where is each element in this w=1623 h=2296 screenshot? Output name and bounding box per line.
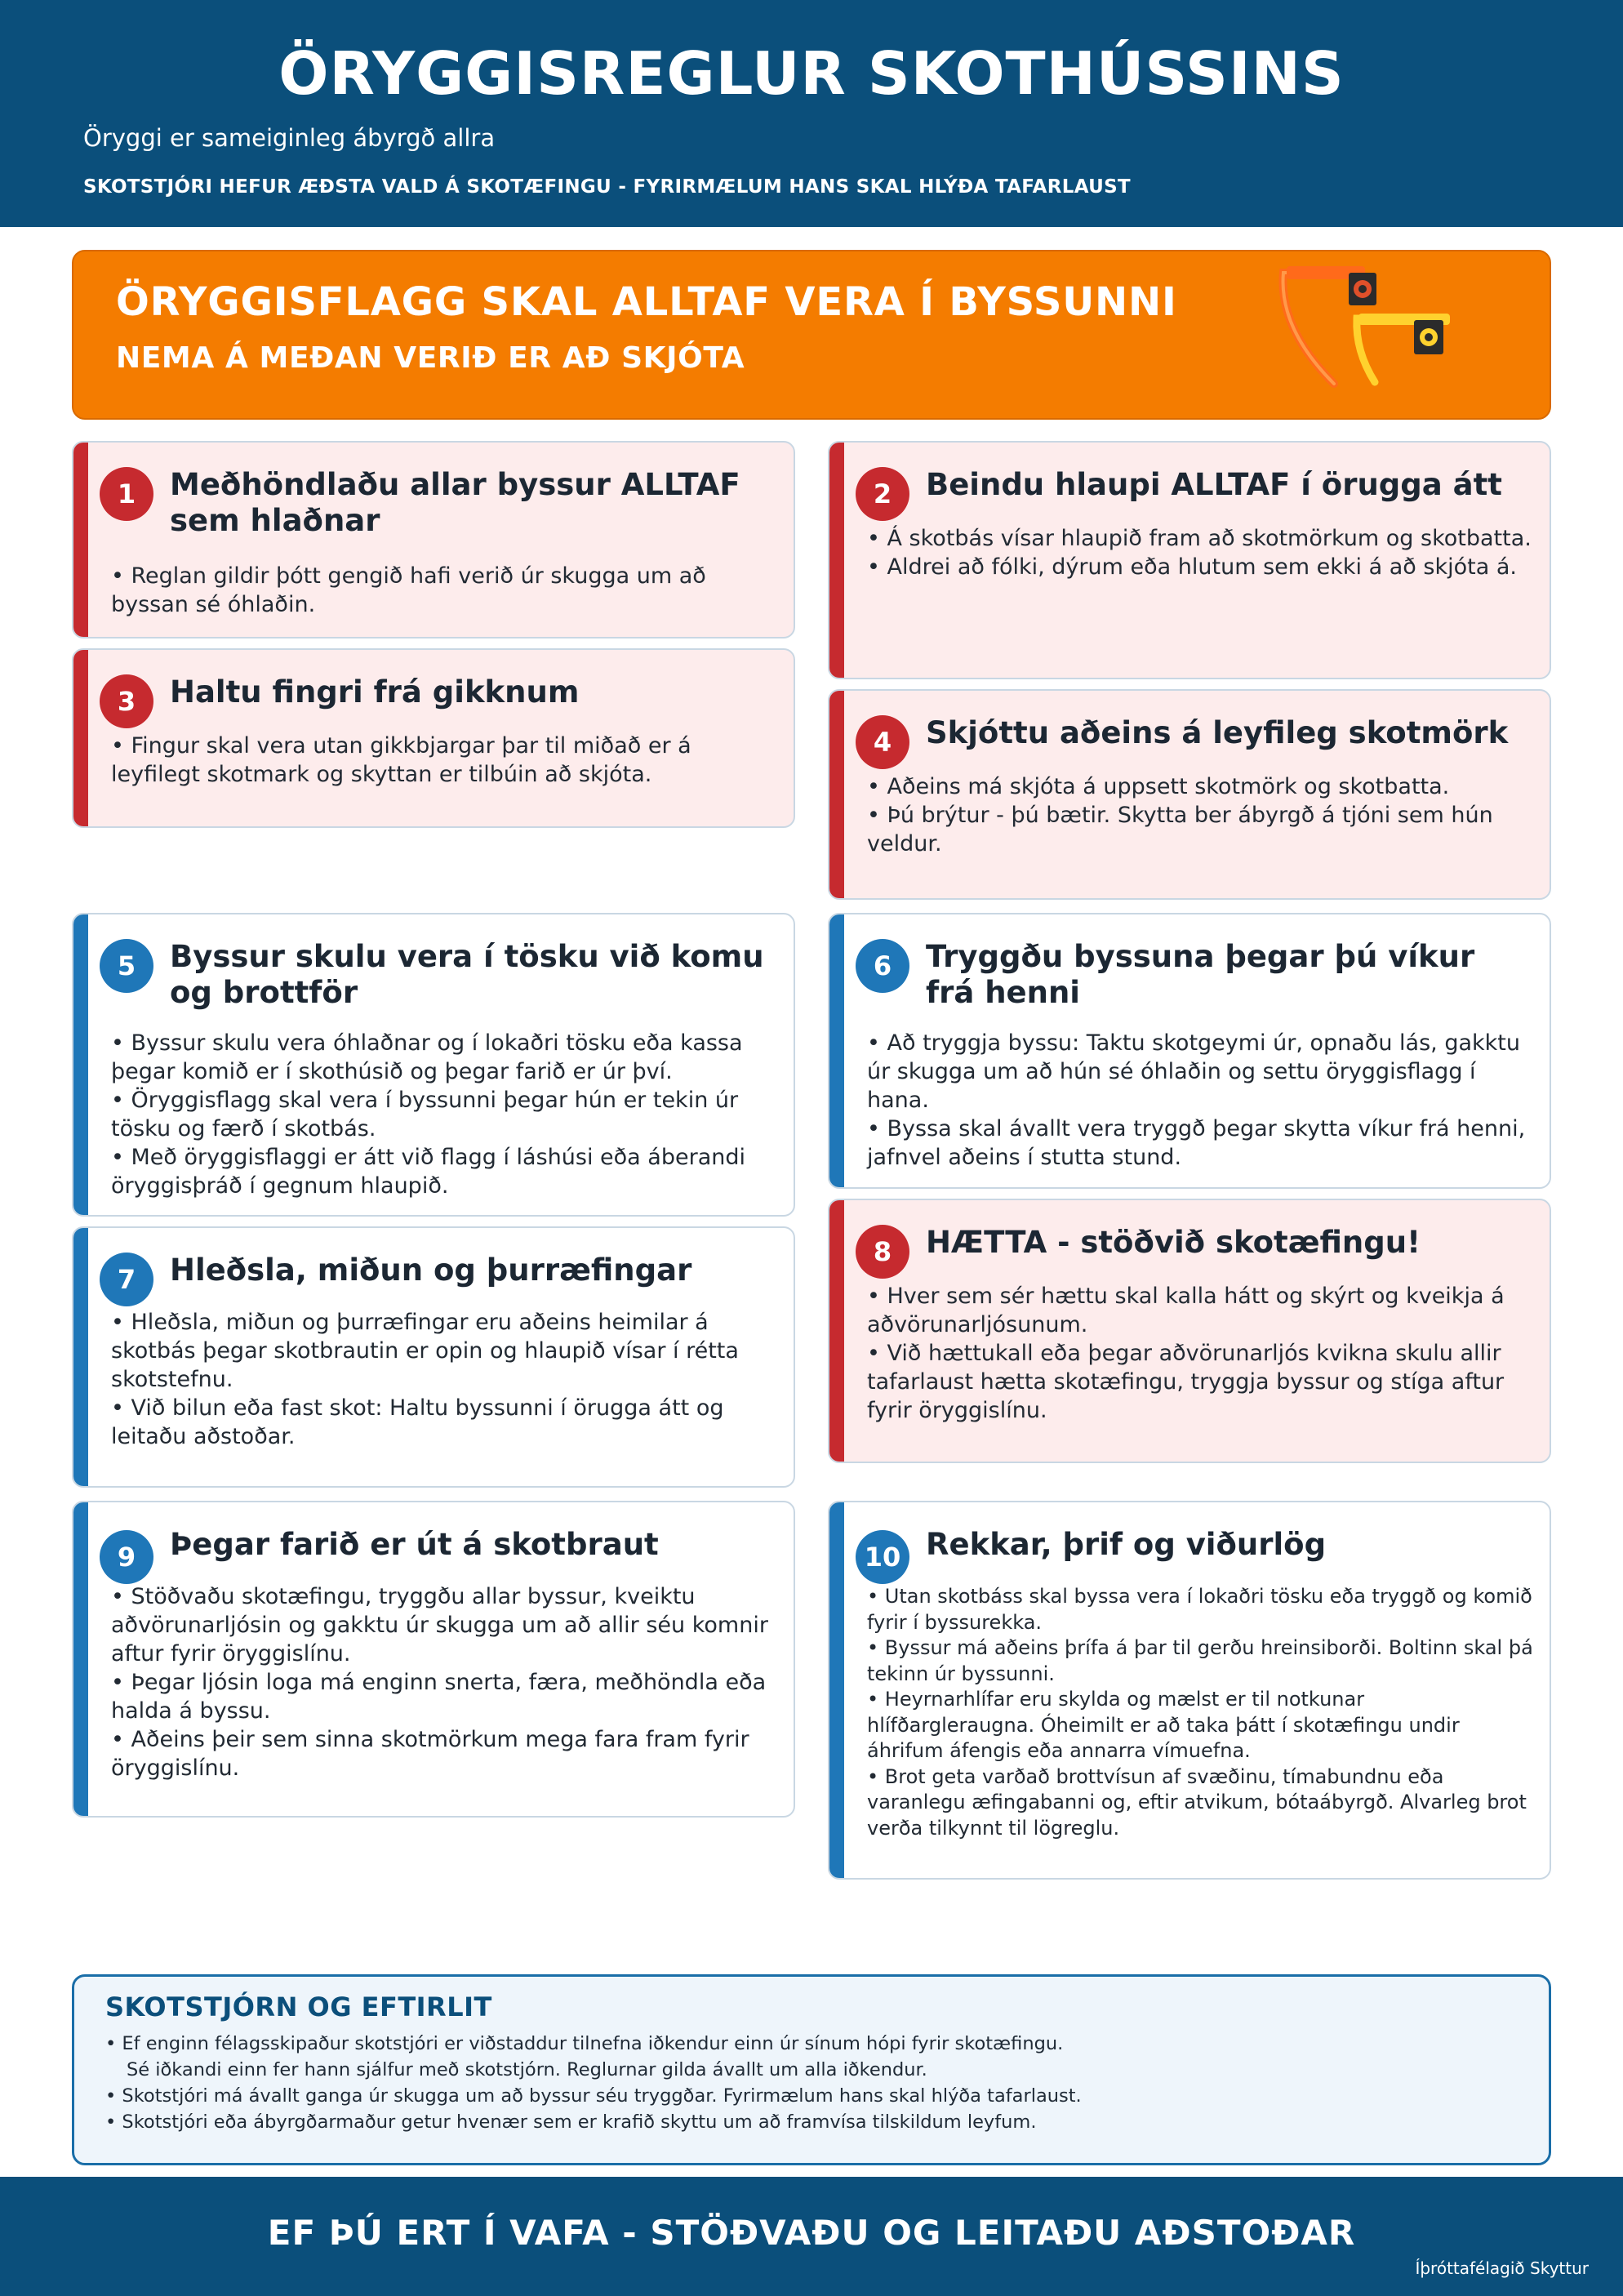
rule-bullets — [111, 562, 779, 619]
rule-number-badge: 8 — [856, 1225, 909, 1279]
rule-card-10 — [828, 1501, 1551, 1880]
rule-number-badge: 9 — [100, 1530, 153, 1584]
rule-accent-bar — [829, 443, 844, 678]
rule-title: Tryggðu byssuna þegar þú víkur frá henni — [926, 939, 1475, 1010]
rule-bullet: • Þú brýtur - þú bætir. Skytta ber ábyrgð á tjóni sem hún veldur. — [867, 803, 1493, 857]
supervision-item: Sé iðkandi einn fer hann sjálfur með skotstjórn. Reglurnar gilda ávallt um alla iðkendur. — [127, 2059, 927, 2080]
rule-bullet: • Stöðvaðu skotæfingu, tryggðu allar byssur, kveiktu aðvörunarljósin og gakktu úr skugga um að allir séu komnir aftur fyrir öryggislínu. — [111, 1584, 768, 1666]
rule-bullet: • Með öryggisflaggi er átt við flagg í láshúsi eða áberandi öryggisþráð í gegnum hlaupið. — [111, 1145, 745, 1199]
rule-card-9 — [72, 1501, 795, 1818]
rule-bullet: • Fingur skal vera utan gikkbjargar þar til miðað er á leyfilegt skotmark og skyttan er tilbúin að skjóta. — [111, 733, 691, 787]
rule-number-badge: 5 — [100, 939, 153, 993]
rule-accent-bar — [73, 1502, 88, 1816]
rule-accent-bar — [829, 1502, 844, 1878]
page-title: ÖRYGGISREGLUR SKOTHÚSSINS — [278, 39, 1345, 108]
rule-number-badge: 6 — [856, 939, 909, 993]
footer — [0, 2177, 1623, 2296]
rule-number-badge: 2 — [856, 467, 909, 521]
safety-flag-icon — [1277, 255, 1489, 418]
rule-number-badge: 4 — [856, 715, 909, 769]
rule-number-badge: 1 — [100, 467, 153, 521]
rule-bullet: • Á skotbás vísar hlaupið fram að skotmörkum og skotbatta. — [867, 526, 1532, 551]
rule-card-6 — [828, 913, 1551, 1189]
rule-accent-bar — [73, 650, 88, 826]
supervision-item: • Ef enginn félagsskipaður skotstjóri er viðstaddur tilnefna iðkendur einn úr sínum hópi fyrir skotæfingu. — [105, 2033, 1064, 2054]
rule-bullet: • Hleðsla, miðun og þurræfingar eru aðeins heimilar á skotbás þegar skotbrautin er opin og hlaupið vísar í rétta skotstefnu. — [111, 1310, 739, 1392]
rule-title: Meðhöndlaðu allar byssur ALLTAF sem hlaðnar — [170, 467, 740, 538]
rule-card-5 — [72, 913, 795, 1217]
rule-accent-bar — [73, 1228, 88, 1486]
rule-bullet: • Brot geta varðað brottvísun af svæðinu, tímabundnu eða varanlegu æfingabanni og, eftir atvikum, bótaábyrgð. Alvarleg brot verða tilkynnt til lögreglu. — [867, 1764, 1527, 1840]
rule-bullet: • Heyrnarhlífar eru skylda og mælst er til notkunar hlífðargleraugna. Óheimilt er að taka þátt í skotæfingu undir áhrifum áfengis eða annarra vímuefna. — [867, 1688, 1460, 1762]
rule-bullets — [867, 772, 1535, 858]
rule-bullet: • Hver sem sér hættu skal kalla hátt og skýrt og kveikja á aðvörunarljósunum. — [867, 1284, 1505, 1337]
rule-title: Hleðsla, miðun og þurræfingar — [170, 1253, 692, 1288]
rule-bullet: • Að tryggja byssu: Taktu skotgeymi úr, opnaðu lás, gakktu úr skugga um að hún sé óhlaðin og settu öryggisflagg í hana. — [867, 1030, 1520, 1113]
rule-bullet: • Aðeins þeir sem sinna skotmörkum mega fara fram fyrir öryggislínu. — [111, 1727, 749, 1781]
rule-bullet: • Við hættukall eða þegar aðvörunarljós kvikna skulu allir tafarlaust hætta skotæfingu, tryggja byssur og stíga aftur fyrir öryggislínu. — [867, 1341, 1505, 1423]
rule-bullets — [111, 1582, 779, 1782]
rule-bullets — [867, 524, 1535, 581]
rule-title: Beindu hlaupi ALLTAF í örugga átt — [926, 467, 1502, 502]
rule-bullets — [111, 1029, 779, 1200]
rule-title: HÆTTA - stöðvið skotæfingu! — [926, 1225, 1421, 1260]
page-subtitle: Öryggi er sameiginleg ábyrgð allra — [83, 124, 496, 152]
rule-card-1 — [72, 441, 795, 639]
rule-accent-bar — [73, 914, 88, 1215]
supervision-title: SKOTSTJÓRN OG EFTIRLIT — [105, 1991, 492, 2022]
rule-card-7 — [72, 1226, 795, 1488]
rule-bullet: • Aldrei að fólki, dýrum eða hlutum sem ekki á að skjóta á. — [867, 554, 1517, 580]
supervision-list — [105, 2031, 1532, 2135]
rule-accent-bar — [829, 1200, 844, 1462]
supervision-box — [72, 1974, 1551, 2165]
rule-bullet: • Þegar ljósin loga má enginn snerta, færa, meðhöndla eða halda á byssu. — [111, 1670, 767, 1724]
rule-accent-bar — [73, 443, 88, 637]
supervision-item: • Skotstjóri eða ábyrgðarmaður getur hvenær sem er krafið skyttu um að framvísa tilskildum leyfum. — [105, 2111, 1037, 2133]
authority-notice: SKOTSTJÓRI HEFUR ÆÐSTA VALD Á SKOTÆFINGU - FYRIRMÆLUM HANS SKAL HLÝÐA TAFARLAUST — [83, 176, 1131, 198]
rule-bullet: • Aðeins má skjóta á uppsett skotmörk og skotbatta. — [867, 774, 1450, 799]
rule-bullet: • Reglan gildir þótt gengið hafi verið úr skugga um að byssan sé óhlaðin. — [111, 563, 706, 617]
header — [0, 0, 1623, 227]
supervision-item: • Skotstjóri má ávallt ganga úr skugga um að byssur séu tryggðar. Fyrirmælum hans skal hlýða tafarlaust. — [105, 2085, 1082, 2107]
rule-title: Rekkar, þrif og viðurlög — [926, 1527, 1327, 1562]
rule-bullets — [111, 732, 779, 789]
rule-title: Byssur skulu vera í tösku við komu og brottför — [170, 939, 764, 1010]
rule-title: Skjóttu aðeins á leyfileg skotmörk — [926, 715, 1509, 750]
rule-bullet: • Byssur skulu vera óhlaðnar og í lokaðri tösku eða kassa þegar komið er í skothúsið og þegar farið er úr því. — [111, 1030, 743, 1084]
rule-card-2 — [828, 441, 1551, 679]
footer-message: EF ÞÚ ERT Í VAFA - STÖÐVAÐU OG LEITAÐU AÐSTOÐAR — [267, 2213, 1356, 2253]
flag-banner-line2: NEMA Á MEÐAN VERIÐ ER AÐ SKJÓTA — [116, 341, 745, 375]
rule-number-badge: 7 — [100, 1253, 153, 1306]
club-name: Íþróttafélagið Skyttur — [1415, 2258, 1589, 2278]
rule-bullets — [111, 1308, 779, 1451]
rule-accent-bar — [829, 914, 844, 1187]
rule-bullets — [867, 1282, 1535, 1425]
rule-title: Haltu fingri frá gikknum — [170, 674, 580, 710]
rule-number-badge: 3 — [100, 674, 153, 728]
rule-card-3 — [72, 648, 795, 828]
rule-bullets — [867, 1029, 1535, 1172]
safety-flag-banner — [72, 250, 1551, 420]
rule-bullets — [867, 1584, 1535, 1841]
rule-bullet: • Við bilun eða fast skot: Haltu byssunni í örugga átt og leitaðu aðstoðar. — [111, 1395, 724, 1449]
rule-number-badge: 10 — [856, 1530, 909, 1584]
rule-bullet: • Byssa skal ávallt vera tryggð þegar skytta víkur frá henni, jafnvel aðeins í stutta stund. — [867, 1116, 1526, 1170]
flag-banner-line1: ÖRYGGISFLAGG SKAL ALLTAF VERA Í BYSSUNNI — [116, 279, 1177, 325]
rule-accent-bar — [829, 691, 844, 898]
rule-card-8 — [828, 1199, 1551, 1463]
rule-bullet: • Byssur má aðeins þrífa á þar til gerðu hreinsiborði. Boltinn skal þá tekinn úr byssunni. — [867, 1636, 1533, 1685]
rule-bullet: • Utan skotbáss skal byssa vera í lokaðri tösku eða tryggð og komið fyrir í byssurekka. — [867, 1585, 1532, 1634]
rule-card-4 — [828, 689, 1551, 900]
rule-bullet: • Öryggisflagg skal vera í byssunni þegar hún er tekin úr tösku og færð í skotbás. — [111, 1088, 739, 1141]
rule-title: Þegar farið er út á skotbraut — [170, 1527, 659, 1562]
